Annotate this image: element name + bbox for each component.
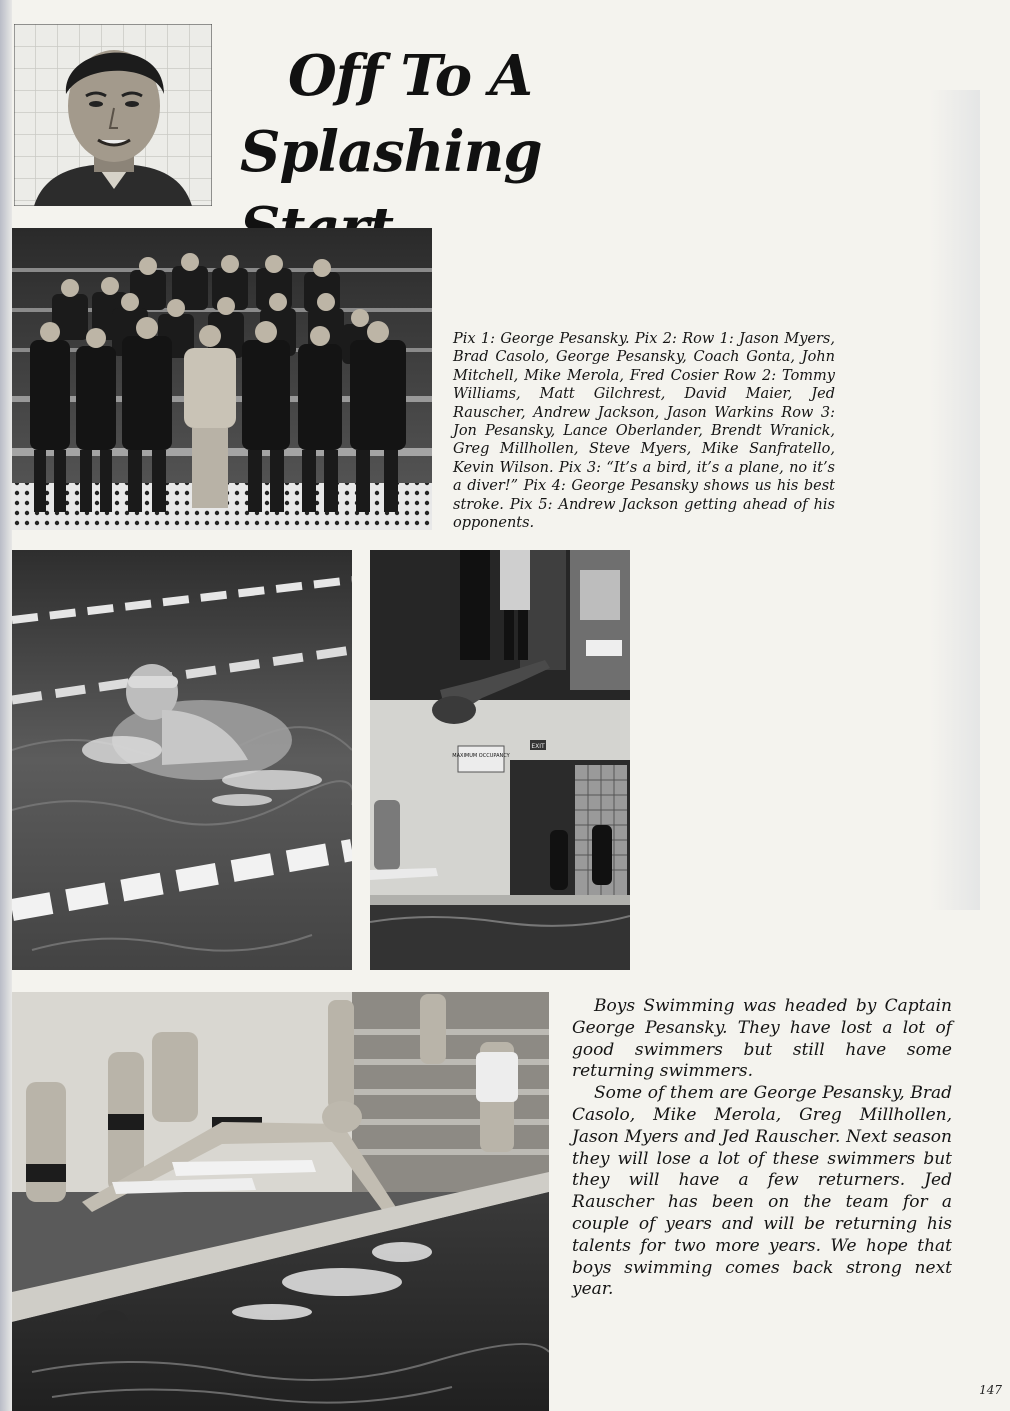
portrait-photo <box>14 24 212 206</box>
title-line-1: Off To A <box>288 43 532 109</box>
occupancy-sign: MAXIMUM OCCUPANCY <box>452 753 510 759</box>
bleed-through-shadow <box>930 90 980 910</box>
race-start-photo <box>12 992 549 1411</box>
swimmer-stroke-photo <box>12 550 352 970</box>
story-text <box>572 996 952 1301</box>
team-photo <box>12 228 432 530</box>
story-paragraph-2: Some of them are George Pesansky, Brad Casolo, Mike Merola, Greg Millhollen, Jason Myers and Jed Rauscher. Next season they will lose a lot of these swimmers but they will have a few returners. Jed Rauscher has been on the team for a couple of years and will be returning his talents for two more years. We hope that boys swimming comes back strong next year. <box>572 1083 952 1300</box>
page-number: 147 <box>979 1383 1002 1397</box>
diver-photo <box>370 550 630 970</box>
exit-sign: EXIT <box>531 743 545 750</box>
page-binding-edge <box>0 0 12 1411</box>
story-paragraph-1: Boys Swimming was headed by Captain George Pesansky. They have lost a lot of good swimmers but still have some returning swimmers. <box>572 996 952 1082</box>
title-line-2: Splashing <box>240 119 542 185</box>
photo-caption: Pix 1: George Pesansky. Pix 2: Row 1: Jason Myers, Brad Casolo, George Pesansky, Coach Gonta, John Mitchell, Mike Merola, Fred Cosier Row 2: Tommy Williams, Matt Gilchrest, David Maier, Jed Rauscher, Andrew Jackson, Jason Warkins Row 3: Jon Pesansky, Lance Oberlander, Brendt Wranick, Greg Millhollen, Steve Myers, Mike Sanfratello, Kevin Wilson. Pix 3: “It’s a bird, it’s a plane, no it’s a diver!” Pix 4: George Pesansky shows us his best stroke. Pix 5: Andrew Jackson getting ahead of his opponents. <box>453 331 835 532</box>
